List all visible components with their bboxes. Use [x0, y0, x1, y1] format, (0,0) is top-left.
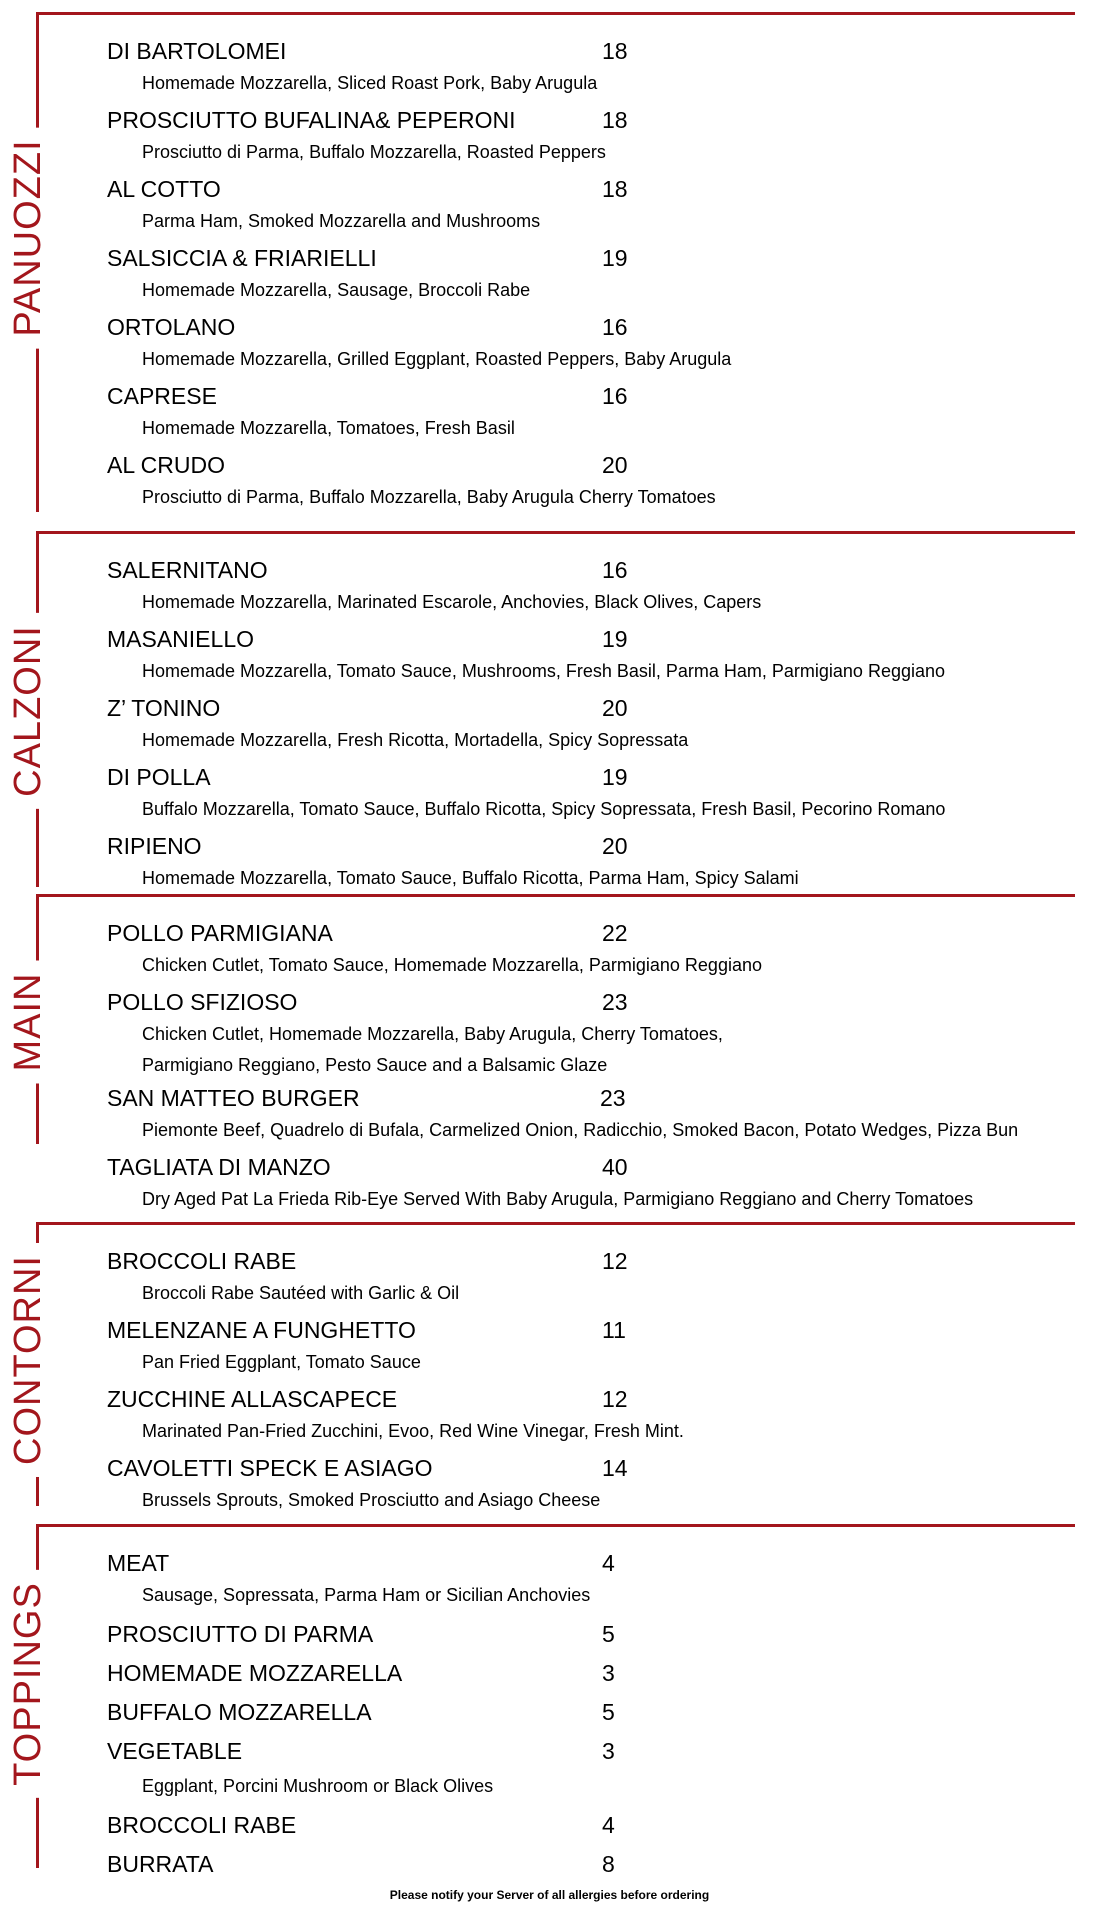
- item-name: MELENZANE A FUNGHETTO: [107, 1317, 416, 1343]
- menu-items: [107, 1244, 1099, 1520]
- item-name: BURRATA: [107, 1851, 214, 1877]
- section-divider: [36, 894, 1075, 897]
- item-price: 16: [602, 383, 628, 409]
- section-main: MAIN POLLO PARMIGIANA 22 Chicken Cutlet, Tomato Sauce, Homemade Mozzarella, Parmigiano Reggiano POLLO SFIZIOSO 23 Chicken Cutlet, Homemade Mozzarella, Baby Arugula, Cherry Tomatoes, Parmigiano Reggiano, Pesto Sauce and a Balsamic Glaze SAN MATTEO BURGER 23 Piemonte Beef, Quadrelo di Bufala, Carmelized Onion, Radicchio, Smoked Bacon, Potato Wedges, Pizza Bun TAGLIATA DI MANZO 40 Dry Aged Pat La Frieda Rib-Eye Served With Baby Arugula, Parmigiano Reggiano and Cherry Tomatoes: [0, 894, 1099, 1144]
- menu-item: [107, 691, 1099, 725]
- item-price: 23: [600, 1085, 626, 1111]
- item-description: Homemade Mozzarella, Tomato Sauce, Buffalo Ricotta, Parma Ham, Spicy Salami: [142, 868, 799, 888]
- menu-item: [107, 1451, 1099, 1485]
- menu-item: [107, 1845, 1099, 1884]
- menu-item: [107, 622, 1099, 656]
- menu-item: [107, 103, 1099, 137]
- item-description: Prosciutto di Parma, Buffalo Mozzarella, Roasted Peppers: [142, 142, 606, 162]
- section-toppings: TOPPINGS MEAT 4 Sausage, Sopressata, Parma Ham or Sicilian Anchovies PROSCIUTTO DI PARMA 5 HOMEMADE MOZZARELLA 3 BUFFALO MOZZARELLA 5 VEGETABLE 3 Eggplant, Porcini Mushroom or Black Olives BROCCOLI RABE 4 BURRATA 8: [0, 1524, 1099, 1868]
- item-description: Piemonte Beef, Quadrelo di Bufala, Carmelized Onion, Radicchio, Smoked Bacon, Potato Wedges, Pizza Bun: [142, 1120, 1019, 1140]
- item-price: 3: [602, 1738, 615, 1764]
- section-panuozzi: PANUOZZI DI BARTOLOMEI 18 Homemade Mozzarella, Sliced Roast Pork, Baby Arugula PROSCIUTTO BUFALINA& PEPERONI 18 Prosciutto di Parma, Buffalo Mozzarella, Roasted Peppers AL COTTO 18 Parma Ham, Smoked Mozzarella and Mushrooms SALSICCIA & FRIARIELLI 19 Homemade Mozzarella, Sausage, Broccoli Rabe ORTOLANO 16 Homemade Mozzarella, Grilled Eggplant, Roasted Peppers, Baby Arugula CAPRESE 16 Homemade Mozzarella, Tomatoes, Fresh Basil AL CRUDO 20 Prosciutto di Parma, Buffalo Mozzarella, Baby Arugula Cherry Tomatoes: [0, 12, 1099, 512]
- item-name: SALSICCIA & FRIARIELLI: [107, 245, 377, 271]
- item-price: 12: [602, 1386, 628, 1412]
- menu-item: [107, 1244, 1099, 1278]
- item-price: 19: [602, 245, 628, 271]
- item-description: Eggplant, Porcini Mushroom or Black Olives: [142, 1776, 494, 1796]
- item-name: POLLO PARMIGIANA: [107, 920, 333, 946]
- section-calzoni: CALZONI SALERNITANO 16 Homemade Mozzarella, Marinated Escarole, Anchovies, Black Olives, Capers MASANIELLO 19 Homemade Mozzarella, Tomato Sauce, Mushrooms, Fresh Basil, Parma Ham, Parmigiano Reggiano Z’ TONINO 20 Homemade Mozzarella, Fresh Ricotta, Mortadella, Spicy Sopressata DI POLLA 19 Buffalo Mozzarella, Tomato Sauce, Buffalo Ricotta, Spicy Sopressata, Fresh Basil, Pecorino Romano RIPIENO 20 Homemade Mozzarella, Tomato Sauce, Buffalo Ricotta, Parma Ham, Spicy Salami: [0, 531, 1099, 887]
- item-name: CAPRESE: [107, 383, 217, 409]
- item-price: 20: [602, 695, 628, 721]
- item-price: 16: [602, 557, 628, 583]
- item-name: ORTOLANO: [107, 314, 236, 340]
- item-description: Chicken Cutlet, Homemade Mozzarella, Baby Arugula, Cherry Tomatoes, Parmigiano Reggiano, Pesto Sauce and a Balsamic Glaze: [142, 1024, 723, 1075]
- item-price: 20: [602, 833, 628, 859]
- item-description: Homemade Mozzarella, Fresh Ricotta, Mortadella, Spicy Sopressata: [142, 730, 689, 750]
- item-description: Prosciutto di Parma, Buffalo Mozzarella, Baby Arugula Cherry Tomatoes: [142, 487, 716, 507]
- item-description: Brussels Sprouts, Smoked Prosciutto and Asiago Cheese: [142, 1490, 601, 1510]
- item-price: 19: [602, 764, 628, 790]
- item-price: 5: [602, 1621, 615, 1647]
- allergy-note: Please notify your Server of all allergies before ordering: [389, 1888, 710, 1902]
- item-description: Homemade Mozzarella, Tomatoes, Fresh Basil: [142, 418, 515, 438]
- item-price: 23: [602, 989, 628, 1015]
- menu-items: [107, 553, 1099, 898]
- item-price: 16: [602, 314, 628, 340]
- menu-item: [107, 1546, 1099, 1580]
- menu-item: [107, 829, 1099, 863]
- item-price: 22: [602, 920, 628, 946]
- item-price: 4: [602, 1550, 615, 1576]
- menu-item: [107, 985, 1099, 1019]
- menu-item: [107, 1150, 1099, 1184]
- menu-item: [107, 1313, 1099, 1347]
- item-price: 3: [602, 1660, 615, 1686]
- item-price: 4: [602, 1812, 615, 1838]
- item-name: BROCCOLI RABE: [107, 1812, 297, 1838]
- item-name: RIPIENO: [107, 833, 202, 859]
- item-description: Dry Aged Pat La Frieda Rib-Eye Served With Baby Arugula, Parmigiano Reggiano and Cherry Tomatoes: [142, 1189, 974, 1209]
- item-price: 18: [602, 176, 628, 202]
- item-description: Homemade Mozzarella, Sliced Roast Pork, Baby Arugula: [142, 73, 598, 93]
- item-description: Homemade Mozzarella, Grilled Eggplant, Roasted Peppers, Baby Arugula: [142, 349, 732, 369]
- menu-item: [107, 448, 1099, 482]
- item-name: CAVOLETTI SPECK E ASIAGO: [107, 1455, 433, 1481]
- menu-item: [107, 241, 1099, 275]
- item-description: Parma Ham, Smoked Mozzarella and Mushrooms: [142, 211, 541, 231]
- menu-items: [107, 1546, 1099, 1884]
- item-description: Pan Fried Eggplant, Tomato Sauce: [142, 1352, 421, 1372]
- item-name: SALERNITANO: [107, 557, 268, 583]
- menu-item: [107, 553, 1099, 587]
- item-name: BUFFALO MOZZARELLA: [107, 1699, 372, 1725]
- item-price: 8: [602, 1851, 615, 1877]
- item-name: MASANIELLO: [107, 626, 254, 652]
- menu-item: [107, 1615, 1099, 1654]
- menu-items: [107, 34, 1099, 517]
- menu-items: [107, 916, 1099, 1219]
- item-name: HOMEMADE MOZZARELLA: [107, 1660, 403, 1686]
- item-price: 18: [602, 38, 628, 64]
- item-description: Broccoli Rabe Sautéed with Garlic & Oil: [142, 1283, 460, 1303]
- item-description: Homemade Mozzarella, Sausage, Broccoli Rabe: [142, 280, 531, 300]
- item-price: 11: [602, 1317, 626, 1343]
- menu-item: [107, 310, 1099, 344]
- menu-item: [107, 34, 1099, 68]
- item-name: AL COTTO: [107, 176, 221, 202]
- item-name: DI BARTOLOMEI: [107, 38, 287, 64]
- item-price: 18: [602, 107, 628, 133]
- item-name: PROSCIUTTO DI PARMA: [107, 1621, 374, 1647]
- menu-item: [107, 1806, 1099, 1845]
- menu-item: [107, 1382, 1099, 1416]
- item-description: Marinated Pan-Fried Zucchini, Evoo, Red Wine Vinegar, Fresh Mint.: [142, 1421, 684, 1441]
- item-name: Z’ TONINO: [107, 695, 221, 721]
- menu-item: [107, 1732, 1099, 1771]
- item-name: AL CRUDO: [107, 452, 225, 478]
- item-name: BROCCOLI RABE: [107, 1248, 297, 1274]
- section-divider: [36, 1524, 1075, 1527]
- menu-item: [107, 379, 1099, 413]
- menu-item: [107, 1081, 1099, 1115]
- item-description: Buffalo Mozzarella, Tomato Sauce, Buffalo Ricotta, Spicy Sopressata, Fresh Basil, Pecorino Romano: [142, 799, 946, 819]
- item-name: MEAT: [107, 1550, 170, 1576]
- item-name: VEGETABLE: [107, 1738, 243, 1764]
- menu-item: [107, 1693, 1099, 1732]
- section-divider: [36, 12, 1075, 15]
- menu-item: [107, 760, 1099, 794]
- item-price: 12: [602, 1248, 628, 1274]
- item-name: TAGLIATA DI MANZO: [107, 1154, 331, 1180]
- item-name: PROSCIUTTO BUFALINA& PEPERONI: [107, 107, 516, 133]
- menu-item: [107, 916, 1099, 950]
- item-name: ZUCCHINE ALLASCAPECE: [107, 1386, 398, 1412]
- item-price: 20: [602, 452, 628, 478]
- item-name: DI POLLA: [107, 764, 211, 790]
- item-price: 14: [602, 1455, 628, 1481]
- menu-item: [107, 172, 1099, 206]
- item-description: Homemade Mozzarella, Marinated Escarole, Anchovies, Black Olives, Capers: [142, 592, 762, 612]
- item-name: POLLO SFIZIOSO: [107, 989, 298, 1015]
- item-price: 19: [602, 626, 628, 652]
- section-divider: [36, 1222, 1075, 1225]
- item-description: Chicken Cutlet, Tomato Sauce, Homemade Mozzarella, Parmigiano Reggiano: [142, 955, 762, 975]
- item-name: SAN MATTEO BURGER: [107, 1085, 360, 1111]
- item-description: Homemade Mozzarella, Tomato Sauce, Mushrooms, Fresh Basil, Parma Ham, Parmigiano Reggiano: [142, 661, 946, 681]
- section-contorni: CONTORNI BROCCOLI RABE 12 Broccoli Rabe Sautéed with Garlic & Oil MELENZANE A FUNGHETTO 11 Pan Fried Eggplant, Tomato Sauce ZUCCHINE ALLASCAPECE 12 Marinated Pan-Fried Zucchini, Evoo, Red Wine Vinegar, Fresh Mint. CAVOLETTI SPECK E ASIAGO 14 Brussels Sprouts, Smoked Prosciutto and Asiago Cheese: [0, 1222, 1099, 1506]
- menu-item: [107, 1654, 1099, 1693]
- section-divider: [36, 531, 1075, 534]
- item-description: Sausage, Sopressata, Parma Ham or Sicilian Anchovies: [142, 1585, 591, 1605]
- item-price: 5: [602, 1699, 615, 1725]
- item-price: 40: [602, 1154, 628, 1180]
